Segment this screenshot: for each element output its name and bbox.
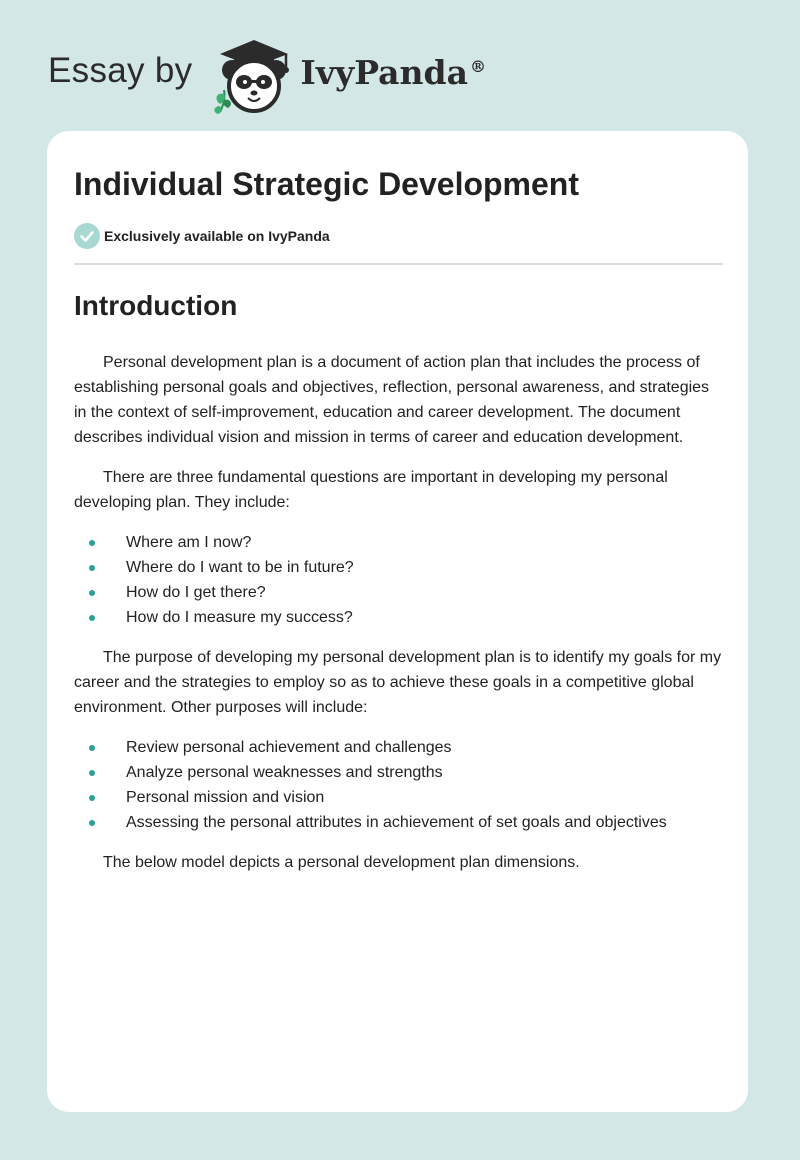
list-item-text: How do I get there? (126, 584, 266, 601)
paragraph: Personal development plan is a document of action plan that includes the process of establishing personal goals and objectives, reflection, personal awareness, and strategies in the context of self-improvement, education and career development. The document describes individual vision and mission in terms of career and education development. (74, 354, 710, 446)
bullet-icon (89, 540, 95, 546)
list-item (74, 760, 723, 785)
bullet-icon (89, 795, 95, 801)
list-item-text: Where do I want to be in future? (126, 559, 354, 576)
list-item-text: Analyze personal weaknesses and strengths (126, 764, 443, 781)
list-item (74, 530, 723, 555)
paragraph: The below model depicts a personal development plan dimensions. (103, 854, 580, 871)
title-divider (74, 263, 723, 265)
registered-mark: ® (469, 56, 486, 76)
panda-graduate-icon (206, 34, 298, 114)
list-item (74, 580, 723, 605)
paragraph: The purpose of developing my personal development plan is to identify my goals for my career and the strategies to employ so as to achieve these goals in a competitive global environment. Other purposes will include: (74, 649, 722, 716)
list-item (74, 785, 723, 810)
bullet-icon (89, 590, 95, 596)
section-title: Introduction (74, 290, 238, 321)
brand-name (300, 53, 486, 92)
brand-prefix: Essay by (48, 51, 193, 90)
bullet-icon (89, 820, 95, 826)
bullet-icon (89, 615, 95, 621)
paragraph: There are three fundamental questions are important in developing my personal developing plan. They include: (74, 469, 668, 511)
list-item-text: How do I measure my success? (126, 609, 353, 626)
list-item-text: Where am I now? (126, 534, 252, 551)
page-title: Individual Strategic Development (74, 166, 579, 202)
essay-card (47, 131, 748, 1112)
list-item (74, 555, 723, 580)
site-brand[interactable] (48, 34, 486, 114)
brand-name-text: IvyPanda (300, 52, 468, 92)
list-item (74, 810, 723, 835)
list-item-text: Assessing the personal attributes in achievement of set goals and objectives (126, 814, 667, 831)
exclusive-badge (74, 223, 723, 249)
list-item-text: Personal mission and vision (126, 789, 325, 806)
questions-list (74, 530, 723, 630)
list-item (74, 605, 723, 630)
purposes-list (74, 735, 723, 835)
list-item-text: Review personal achievement and challenges (126, 739, 452, 756)
bullet-icon (89, 565, 95, 571)
check-circle-icon (74, 223, 100, 249)
essay-content (74, 163, 723, 875)
exclusive-badge-text: Exclusively available on IvyPanda (104, 228, 330, 244)
bullet-icon (89, 745, 95, 751)
bullet-icon (89, 770, 95, 776)
list-item (74, 735, 723, 760)
